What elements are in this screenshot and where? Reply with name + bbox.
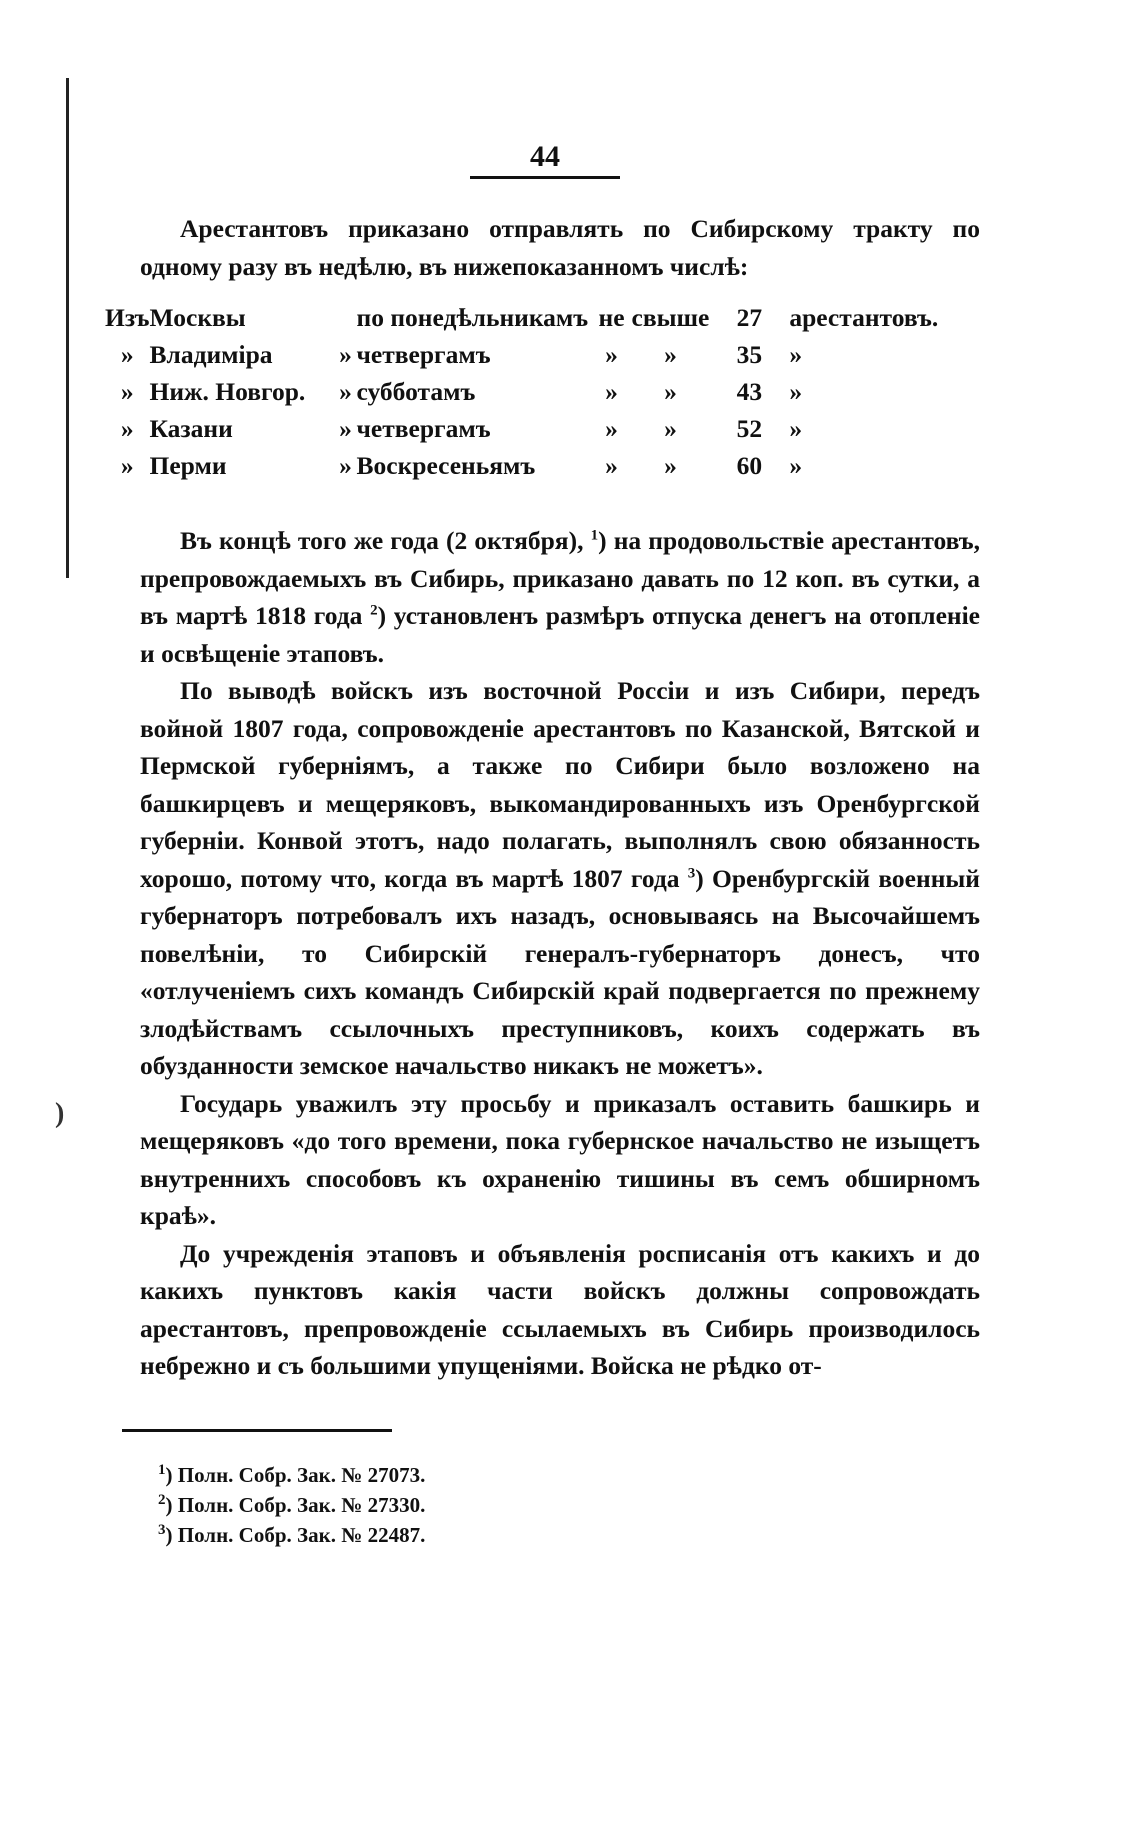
schedule-cell-q3: »: [605, 414, 618, 443]
schedule-cell-day: четвергамъ: [356, 414, 491, 443]
schedule-cell-city: Ниж. Новгор.: [149, 377, 306, 406]
footnote-text: ) Полн. Собр. Зак. № 22487.: [165, 1523, 426, 1547]
schedule-cell-day: по понедѣльникамъ: [356, 303, 589, 332]
schedule-cell-num: 35: [736, 340, 763, 369]
schedule-cell-q1: Изъ: [105, 303, 150, 332]
schedule-cell-num: 52: [736, 414, 763, 443]
footnote-mark: 1: [158, 1462, 166, 1478]
footnote: [158, 1460, 658, 1490]
schedule-cell-day: четвергамъ: [356, 340, 491, 369]
footnote-rule: [122, 1429, 392, 1432]
schedule-row: [105, 303, 985, 340]
paragraph-text: ) Оренбургскій военный губернаторъ потребовалъ ихъ назадъ, основываясь на Высочайшемъ повелѣніи, то Сибирскій генералъ-губернаторъ донесъ, что «отлученіемъ сихъ командъ Сибирскій край подвергается по прежнему злодѣйствамъ ссылочныхъ преступниковъ, коихъ содержать въ обузданности земское начальство никакъ не можетъ».: [140, 863, 980, 1080]
footnote: [158, 1490, 658, 1520]
schedule-cell-q3: »: [605, 340, 618, 369]
schedule-cell-q2: »: [339, 340, 352, 369]
schedule-cell-num: 60: [736, 451, 763, 480]
footnote-ref: 3: [687, 865, 696, 881]
paragraph-text: По выводѣ войскъ изъ восточной Россіи и изъ Сибири, передъ войной 1807 года, сопровожденіе арестантовъ по Казанской, Вятской и Пермской губерніямъ, а также по Сибири было возложено на башкирцевъ и мещеряковъ, выкомандированныхъ изъ Оренбургской губерніи. Конвой этотъ, надо полагать, выполнялъ свою обязанность хорошо, потому что, когда въ мартѣ 1807 года: [140, 676, 980, 893]
schedule-cell-q4: »: [664, 414, 677, 443]
footnote-ref: 1: [590, 527, 599, 544]
schedule-cell-unit: »: [789, 377, 803, 406]
schedule-cell-q3: »: [605, 377, 618, 406]
body-paragraph: [140, 672, 980, 1085]
page-number-rule: [470, 176, 620, 179]
footnote-mark: 3: [158, 1522, 166, 1538]
schedule-cell-day: субботамъ: [356, 377, 476, 406]
schedule-cell-q1: »: [120, 414, 134, 443]
page-number: 44: [530, 140, 560, 173]
body-paragraph: [140, 1085, 980, 1235]
paragraph-text: До учрежденія этаповъ и объявленія росписанія отъ какихъ и до какихъ пунктовъ какія части войскъ должны сопровождать арестантовъ, препровожденіе ссылаемыхъ въ Сибирь производилось небрежно и съ большими упущеніями. Войска не рѣдко от-: [140, 1238, 980, 1380]
schedule-cell-city: Москвы: [149, 303, 246, 332]
footnote-text: ) Полн. Собр. Зак. № 27073.: [165, 1463, 426, 1487]
schedule-row: [105, 377, 985, 414]
schedule-row: [105, 340, 985, 377]
schedule-cell-q2: »: [339, 377, 352, 406]
schedule-cell-q4: »: [664, 377, 677, 406]
schedule-cell-q1: »: [120, 377, 134, 406]
schedule-cell-city: Казани: [149, 414, 233, 443]
schedule-cell-q4: »: [664, 340, 677, 369]
schedule-cell-num: 43: [736, 377, 763, 406]
schedule-cell-unit: »: [789, 340, 803, 369]
schedule-cell-day: Воскресеньямъ: [356, 451, 536, 480]
schedule-row: [105, 414, 985, 451]
schedule-cell-q4: »: [664, 451, 677, 480]
schedule-cell-q2: »: [339, 414, 352, 443]
schedule-cell-q2: »: [339, 451, 352, 480]
intro-text: Арестантовъ приказано отправлять по Сибирскому тракту по одному разу въ недѣлю, въ нижепоказанномъ числѣ:: [140, 214, 980, 281]
intro-paragraph: [140, 210, 980, 285]
schedule-cell-q1: »: [120, 340, 134, 369]
body-text: [140, 522, 980, 1385]
paragraph-text: ) установленъ размѣръ отпуска денегъ на отопленіе и освѣщеніе этаповъ.: [140, 601, 980, 668]
footnote: [158, 1520, 658, 1550]
scan-margin-rule: [66, 78, 69, 578]
schedule-cell-city: Владиміра: [149, 340, 273, 369]
schedule-cell-q1: »: [120, 451, 134, 480]
schedule-row: [105, 451, 985, 488]
schedule-cell-q3: не: [598, 303, 625, 332]
schedule-cell-unit: »: [789, 414, 803, 443]
schedule-cell-unit: »: [789, 451, 803, 480]
scan-margin-mark: ): [55, 1098, 65, 1129]
paragraph-text: Въ концѣ того же года (2 октября),: [180, 526, 591, 555]
schedule-cell-q4: свыше: [631, 303, 710, 332]
schedule-cell-num: 27: [736, 303, 763, 332]
paragraph-text: ) на продовольствіе арестантовъ, препровождаемыхъ въ Сибирь, приказано давать по 12 коп. въ сутки, а въ мартѣ 1818 года: [140, 526, 980, 630]
schedule-cell-unit: арестантовъ.: [789, 303, 939, 332]
body-paragraph: [140, 1235, 980, 1385]
footnote-text: ) Полн. Собр. Зак. № 27330.: [165, 1493, 426, 1517]
schedule-cell-q3: »: [605, 451, 618, 480]
footnote-ref: 2: [370, 602, 378, 619]
schedule-cell-city: Перми: [149, 451, 227, 480]
paragraph-text: Государь уважилъ эту просьбу и приказалъ оставить башкирь и мещеряковъ «до того времени, пока губернское начальство не изыщетъ внутреннихъ способовъ къ охраненію тишины въ семъ обширномъ краѣ».: [140, 1088, 980, 1230]
footnote-mark: 2: [158, 1492, 166, 1508]
convoy-schedule-table: [105, 303, 985, 488]
body-paragraph: [140, 522, 980, 672]
schedule-cell-q2: [335, 303, 357, 340]
footnotes: [158, 1460, 658, 1550]
